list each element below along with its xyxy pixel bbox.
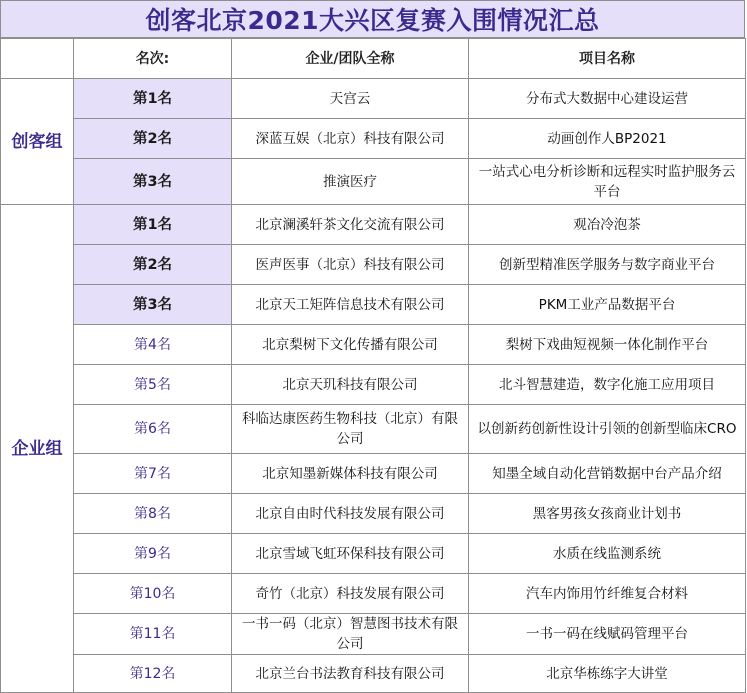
company-cell: 北京天工矩阵信息技术有限公司 [232, 285, 469, 325]
project-cell: 汽车内饰用竹纤维复合材料 [469, 574, 746, 614]
rank-cell: 第9名 [74, 534, 232, 574]
header-row [1, 39, 746, 79]
table-row [1, 245, 746, 285]
company-cell: 北京梨树下文化传播有限公司 [232, 325, 469, 365]
rank-cell: 第4名 [74, 325, 232, 365]
group-label-maker: 创客组 [1, 79, 74, 205]
company-cell: 北京知墨新媒体科技有限公司 [232, 454, 469, 494]
group-label-enterprise: 企业组 [1, 205, 74, 693]
table-row [1, 119, 746, 159]
project-cell: 以创新药创新性设计引领的创新型临床CRO [469, 405, 746, 454]
table-row [1, 325, 746, 365]
page-title: 创客北京2021大兴区复赛入围情况汇总 [0, 0, 745, 38]
rank-cell: 第3名 [74, 159, 232, 205]
table-row [1, 494, 746, 534]
company-cell: 医声医事（北京）科技有限公司 [232, 245, 469, 285]
table-row [1, 365, 746, 405]
rank-cell: 第2名 [74, 245, 232, 285]
table-row [1, 574, 746, 614]
rank-header: 名次: [74, 39, 232, 79]
project-cell: 黑客男孩女孩商业计划书 [469, 494, 746, 534]
table-row [1, 285, 746, 325]
project-header: 项目名称 [469, 39, 746, 79]
project-cell: 分布式大数据中心建设运营 [469, 79, 746, 119]
rank-cell: 第3名 [74, 285, 232, 325]
rank-cell: 第11名 [74, 614, 232, 655]
rank-cell: 第10名 [74, 574, 232, 614]
project-cell: 水质在线监测系统 [469, 534, 746, 574]
project-cell: 观冶冷泡茶 [469, 205, 746, 245]
project-cell: 动画创作人BP2021 [469, 119, 746, 159]
company-cell: 北京天玑科技有限公司 [232, 365, 469, 405]
company-cell: 科临达康医药生物科技（北京）有限公司 [232, 405, 469, 454]
project-cell: 一站式心电分析诊断和远程实时监护服务云平台 [469, 159, 746, 205]
company-cell: 一书一码（北京）智慧图书技术有限公司 [232, 614, 469, 655]
company-cell: 深蓝互娱（北京）科技有限公司 [232, 119, 469, 159]
project-cell: 梨树下戏曲短视频一体化制作平台 [469, 325, 746, 365]
company-cell: 天宫云 [232, 79, 469, 119]
rank-cell: 第1名 [74, 205, 232, 245]
rank-cell: 第2名 [74, 119, 232, 159]
table-row [1, 405, 746, 454]
table-row [1, 159, 746, 205]
project-cell: 知墨全域自动化营销数据中台产品介绍 [469, 454, 746, 494]
table-row [1, 205, 746, 245]
company-cell: 北京澜溪轩茶文化交流有限公司 [232, 205, 469, 245]
rank-cell: 第5名 [74, 365, 232, 405]
table-row [1, 79, 746, 119]
table-row [1, 655, 746, 693]
company-header: 企业/团队全称 [232, 39, 469, 79]
project-cell: 北京华栋练字大讲堂 [469, 655, 746, 693]
table-row [1, 454, 746, 494]
company-cell: 北京自由时代科技发展有限公司 [232, 494, 469, 534]
company-cell: 推演医疗 [232, 159, 469, 205]
table-row [1, 534, 746, 574]
rank-cell: 第12名 [74, 655, 232, 693]
company-cell: 奇竹（北京）科技发展有限公司 [232, 574, 469, 614]
project-cell: 创新型精准医学服务与数字商业平台 [469, 245, 746, 285]
rank-cell: 第1名 [74, 79, 232, 119]
company-cell: 北京雪域飞虹环保科技有限公司 [232, 534, 469, 574]
rank-cell: 第7名 [74, 454, 232, 494]
rank-cell: 第8名 [74, 494, 232, 534]
table-row [1, 614, 746, 655]
project-cell: 北斗智慧建造，数字化施工应用项目 [469, 365, 746, 405]
results-table [0, 38, 746, 693]
group-header-cell [1, 39, 74, 79]
project-cell: PKM工业产品数据平台 [469, 285, 746, 325]
rank-cell: 第6名 [74, 405, 232, 454]
project-cell: 一书一码在线赋码管理平台 [469, 614, 746, 655]
company-cell: 北京兰台书法教育科技有限公司 [232, 655, 469, 693]
